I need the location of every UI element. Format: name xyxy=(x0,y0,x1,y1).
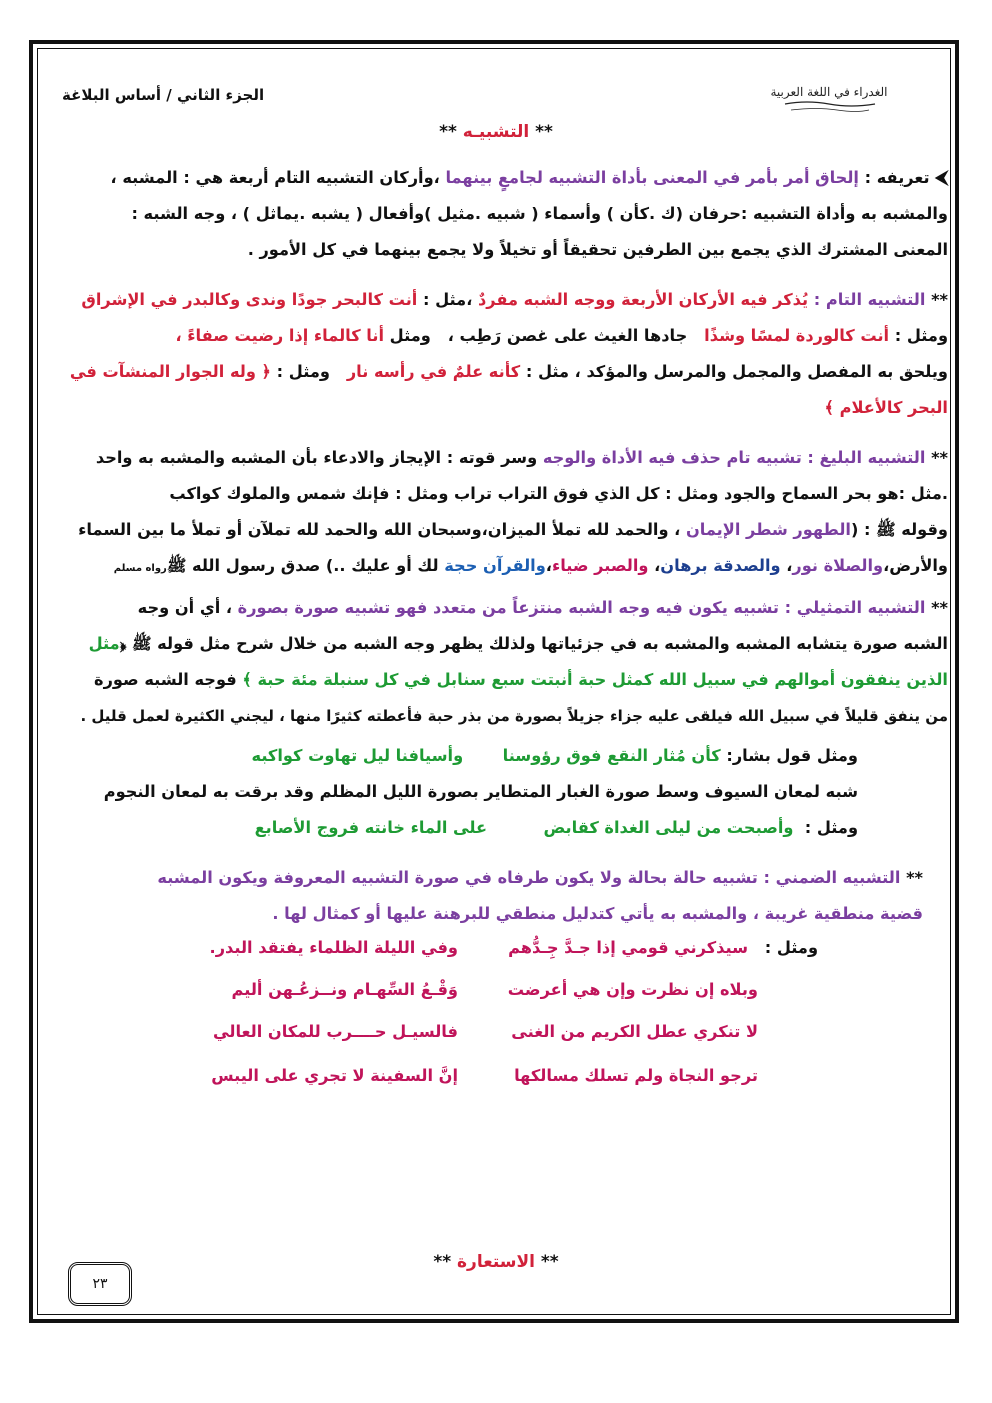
representative-line-2: الشبه صورة يتشابه المشبه والمشبه به في جزئياتها ولذلك يظهر وجه الشبه من خلال شرح مثل قوله ﷺ ﴿مثل xyxy=(88,634,948,653)
verse-row-2: وبلاه إن نظرت وإن هي أعرضت وَقْـعُ السِّهـام ونــزعُـهن أليم xyxy=(231,980,758,999)
title-stars-left: ** xyxy=(535,122,553,142)
definition-line-1: ⮜ تعريفه : إلحاق أمر بأمر في المعنى بأداة التشبيه لجامعٍ بينهما ،وأركان التشبيه التام أربعة هي : المشبه ، xyxy=(110,167,948,188)
verse-row-3: لا تنكري عطل الكريم من الغنى فالسيـل حــــرب للمكان العالي xyxy=(212,1022,758,1041)
logo xyxy=(770,80,888,116)
definition-line-2: والمشبه به وأداة التشبيه :حرفان (ك .كأن ) وأسماء ( شبيه .مثيل )وأفعال ( يشبه .يماثل ) ، وجه الشبه : xyxy=(131,204,948,223)
representative-line-3: الذين ينفقون أموالهم في سبيل الله كمثل حبة أنبتت سبع سنابل في كل سنبلة مئة حبة ﴾ فوجه الشبه صورة xyxy=(94,670,948,689)
representative-line-4: من ينفق قليلاً في سبيل الله فيلقى عليه جزاء جزيلاً بصورة من بذر حبة فأعطته كثيرًا منها ، ليجني الكثيرة لعمل قليل . xyxy=(80,707,948,725)
definition-line-3: المعنى المشترك الذي يجمع بين الطرفين تحقيقاً أو تخيلاً ولا يجمع بينهما في كل الأمور . xyxy=(247,240,948,259)
representative-line-6: شبه لمعان السيوف وسط صورة الغبار المتطاير بصورة الليل المظلم وقد برقت به لمعان النجوم xyxy=(103,782,858,801)
title-stars-right: ** xyxy=(439,122,457,142)
representative-line-1: ** التشبيه التمثيلي : تشبيه يكون فيه وجه الشبه منتزعاً من متعدد فهو تشبيه صورة بصورة ، أي أن وجه xyxy=(137,598,948,617)
verse-row-1: ومثل : سيذكرني قومي إذا جـدَّ جِـدُّهم وفي الليلة الظلماء يفتقد البدر. xyxy=(209,938,818,957)
verse-row-4: ترجو النجاة ولم تسلك مسالكها إنَّ السفينة لا تجري على اليبس xyxy=(211,1066,758,1085)
complete-line-2: ومثل : أنت كالوردة لمسًا وشذًا جادها الغيث على غصن رَطِب ، ومثل أنا كالماء إذا رضيت صفاءً ، xyxy=(175,326,948,345)
page-number: ٢٣ xyxy=(68,1262,132,1306)
implicit-line-2: قضية منطقية غريبة ، والمشبه به يأتي كتدليل منطقي للبرهنة عليها أو كمثال لها . xyxy=(272,904,923,923)
eloquent-line-2: .مثل :هو بحر السماح والجود ومثل : كل الذي فوق التراب تراب ومثل : فإنك شمس والملوك كواكب xyxy=(169,484,948,503)
representative-line-5: ومثل قول بشار: كأن مُثار النقع فوق رؤوسنا وأسيافنا ليل تهاوت كواكبه xyxy=(251,746,858,765)
book-part-label: الجزء الثاني / أساس البلاغة xyxy=(62,86,265,104)
representative-line-7: ومثل : وأصبحت من ليلى الغداة كقابض على الماء خانته فروج الأصابع xyxy=(254,818,858,837)
title-text: التشبيـه xyxy=(462,122,530,142)
next-section-title: ** الاستعارة ** xyxy=(433,1252,559,1272)
eloquent-line-3: وقوله ﷺ : (الطهور شطر الإيمان ، والحمد لله تملأ الميزان،وسبحان الله والحمد لله تملآن أو تملأ ما بين السماء xyxy=(78,520,948,539)
main-content xyxy=(58,160,948,1108)
complete-line-3: ويلحق به المفصل والمجمل والمرسل والمؤكد ، مثل : كأنه علمٌ في رأسه نار ومثل : ﴿ وله الجوار المنشآت في xyxy=(69,362,948,381)
eloquent-line-4: والأرض،والصلاة نور، والصدقة برهان، والصبر ضياء،والقرآن حجة لك أو عليك ..) صدق رسول الله ﷺرواه مسلم xyxy=(113,556,948,575)
page-title xyxy=(0,122,992,142)
eloquent-line-1: ** التشبيه البليغ : تشبيه تام حذف فيه الأداة والوجه وسر قوته : الإيجاز والادعاء بأن المشبه والمشبه به واحد xyxy=(95,448,948,467)
logo-text: الغدراء في اللغة العربية xyxy=(770,85,888,99)
complete-line-1: ** التشبيه التام : يُذكر فيه الأركان الأربعة ووجه الشبه مفردٌ ،مثل : أنت كالبحر جودًا وندى وكالبدر في الإشراق xyxy=(81,290,948,309)
implicit-line-1: ** التشبيه الضمني : تشبيه حالة بحالة ولا يكون طرفاه في صورة التشبيه المعروفة ويكون المشبه xyxy=(157,868,923,887)
arrow-icon: ⮜ xyxy=(935,167,948,188)
complete-line-4: البحر كالأعلام ﴾ xyxy=(824,398,948,417)
